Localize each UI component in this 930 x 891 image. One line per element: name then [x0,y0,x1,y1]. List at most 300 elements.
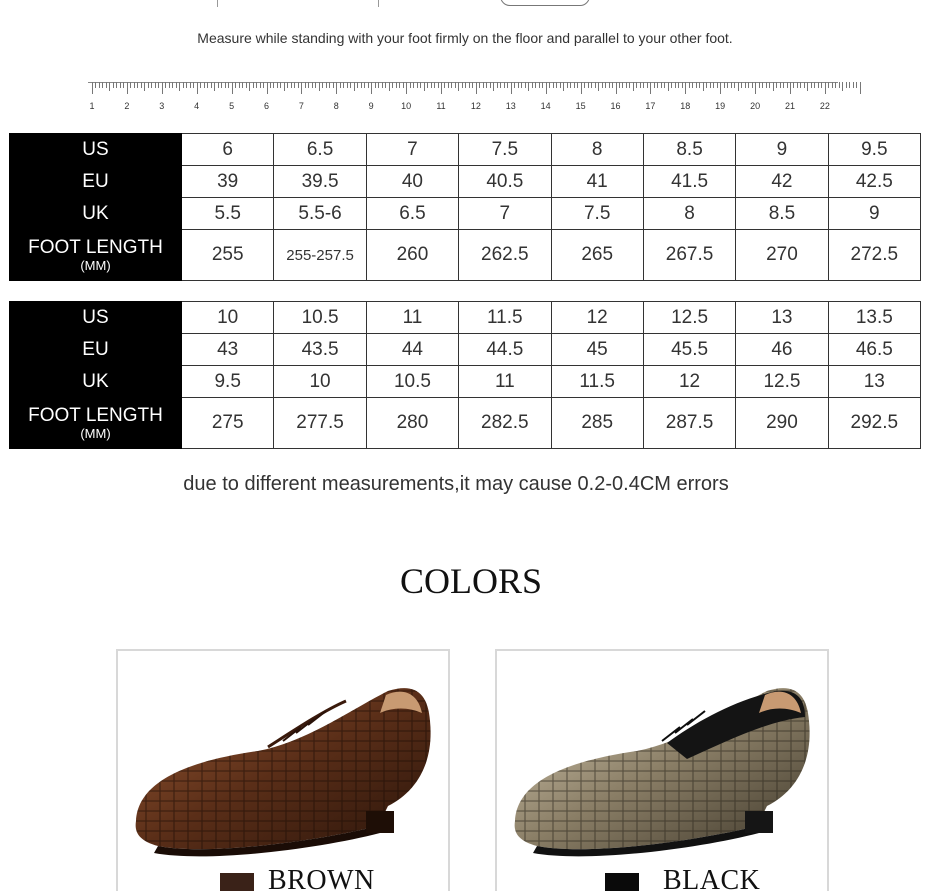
ruler-tick [612,82,613,88]
ruler-tick [570,82,571,88]
ruler-tick [102,82,103,88]
size-cell: 11 [366,302,458,334]
ruler-tick [270,82,271,88]
ruler [88,82,838,114]
size-cell: 7.5 [459,134,551,166]
ruler-tick [832,82,833,88]
row-header-label: US [82,138,109,160]
ruler-tick [305,82,306,88]
ruler-tick [846,82,847,88]
ruler-tick [490,82,491,88]
row-header [10,398,182,449]
ruler-tick [392,82,393,88]
ruler-tick [539,82,540,88]
row-header [10,230,182,281]
ruler-number: 18 [680,101,691,111]
ruler-tick [528,82,529,91]
ruler-tick [169,82,170,88]
ruler-tick [417,82,418,88]
ruler-tick [500,82,501,88]
ruler-tick [685,82,686,94]
size-cell: 272.5 [828,230,920,281]
ruler-number: 12 [470,101,481,111]
size-cell: 275 [182,398,274,449]
ruler-tick [364,82,365,88]
ruler-tick [246,82,247,88]
row-header [10,334,182,366]
size-row-uk [10,198,921,230]
size-cell: 10.5 [274,302,366,334]
ruler-tick [448,82,449,88]
row-header-label: EU [82,338,109,360]
ruler-tick [294,82,295,88]
ruler-tick [186,82,187,88]
ruler-tick [225,82,226,88]
size-cell: 285 [551,398,643,449]
size-cell: 44.5 [459,334,551,366]
black-shoe-image [497,651,829,891]
ruler-number: 20 [750,101,761,111]
row-header [10,198,182,230]
ruler-tick [368,82,369,88]
ruler-tick [249,82,250,91]
size-cell: 43.5 [274,334,366,366]
ruler-tick [636,82,637,88]
ruler-tick [287,82,288,88]
ruler-tick [375,82,376,88]
size-cell: 40 [366,166,458,198]
ruler-tick [141,82,142,88]
ruler-tick [675,82,676,88]
size-cell: 287.5 [643,398,735,449]
size-cell: 42.5 [828,166,920,198]
size-cell: 6.5 [366,198,458,230]
size-cell: 280 [366,398,458,449]
size-cell: 13 [828,366,920,398]
ruler-number: 19 [715,101,726,111]
ruler-tick [797,82,798,88]
ruler-tick [780,82,781,88]
ruler-tick [200,82,201,88]
size-cell: 8.5 [643,134,735,166]
ruler-tick [172,82,173,88]
size-cell: 9 [736,134,828,166]
ruler-tick [811,82,812,88]
ruler-number: 11 [436,101,446,111]
size-cell: 255-257.5 [274,230,366,281]
color-card-black[interactable] [495,649,829,891]
ruler-tick [273,82,274,88]
error-note: due to different measurements,it may cause 0.2-0.4CM errors [183,473,729,495]
ruler-tick [738,82,739,91]
ruler-number: 1 [89,101,95,111]
ruler-tick [340,82,341,88]
size-cell: 12 [551,302,643,334]
ruler-tick [678,82,679,88]
size-cell: 10.5 [366,366,458,398]
size-cell: 41.5 [643,166,735,198]
ruler-tick [556,82,557,88]
ruler-tick [769,82,770,88]
size-cell: 260 [366,230,458,281]
ruler-tick [483,82,484,88]
ruler-tick [633,82,634,91]
ruler-tick [710,82,711,88]
ruler-tick [853,82,854,88]
ruler-tick [256,82,257,88]
row-header-label: UK [82,202,109,224]
size-cell: 7.5 [551,198,643,230]
ruler-tick [123,82,124,88]
size-cell: 6 [182,134,274,166]
ruler-number: 21 [784,101,796,111]
size-cell: 13.5 [828,302,920,334]
ruler-tick [221,82,222,88]
size-cell: 5.5 [182,198,274,230]
ruler-tick [162,82,163,94]
size-row-eu [10,166,921,198]
ruler-tick [525,82,526,88]
size-row-us [10,302,921,334]
ruler-tick [842,82,843,91]
size-cell: 265 [551,230,643,281]
ruler-tick [542,82,543,88]
ruler-tick [465,82,466,88]
ruler-tick [106,82,107,88]
ruler-tick [748,82,749,88]
ruler-tick [385,82,386,88]
ruler-tick [699,82,700,88]
ruler-tick [127,82,128,94]
ruler-tick [745,82,746,88]
ruler-tick [696,82,697,88]
ruler-tick [605,82,606,88]
size-cell: 6.5 [274,134,366,166]
ruler-tick [602,82,603,88]
ruler-tick [431,82,432,88]
ruler-tick [434,82,435,88]
ruler-tick [438,82,439,88]
ruler-tick [396,82,397,88]
ruler-tick [179,82,180,91]
brown-shoe-image [118,651,450,891]
size-cell: 262.5 [459,230,551,281]
black-label: BLACK [663,865,761,891]
size-cell: 8 [551,134,643,166]
ruler-tick [640,82,641,88]
ruler-tick [462,82,463,88]
brown-swatch [220,873,254,891]
ruler-tick [549,82,550,88]
ruler-tick [671,82,672,88]
ruler-tick [413,82,414,88]
ruler-tick [235,82,236,88]
ruler-tick [560,82,561,88]
colors-title: COLORS [399,561,543,601]
ruler-tick [727,82,728,88]
ruler-tick [371,82,372,94]
ruler-tick [113,82,114,88]
ruler-tick [518,82,519,88]
ruler-tick [469,82,470,88]
ruler-tick [755,82,756,94]
size-cell: 270 [736,230,828,281]
ruler-tick [116,82,117,88]
size-row-us [10,134,921,166]
ruler-tick [664,82,665,88]
size-cell: 9.5 [182,366,274,398]
ruler-tick [92,82,93,94]
ruler-tick [821,82,822,88]
size-cell: 44 [366,334,458,366]
size-cell: 8.5 [736,198,828,230]
size-cell: 12.5 [643,302,735,334]
ruler-number: 5 [229,101,235,111]
ruler-tick [486,82,487,88]
ruler-number: 7 [298,101,304,111]
ruler-tick [752,82,753,88]
size-cell: 255 [182,230,274,281]
ruler-tick [120,82,121,88]
ruler-tick [308,82,309,88]
ruler-tick [787,82,788,88]
ruler-tick [497,82,498,88]
ruler-tick [406,82,407,94]
size-cell: 7 [366,134,458,166]
ruler-tick [242,82,243,88]
ruler-tick [783,82,784,88]
ruler-tick [818,82,819,88]
ruler-tick [577,82,578,88]
ruler-tick [563,82,564,91]
ruler-tick [476,82,477,94]
ruler-tick [654,82,655,88]
ruler-number: 8 [333,101,339,111]
ruler-tick [99,82,100,88]
size-cell: 12 [643,366,735,398]
ruler-tick [807,82,808,91]
ruler-tick [427,82,428,88]
size-cell: 39.5 [274,166,366,198]
ruler-tick [856,82,857,88]
ruler-tick [232,82,233,94]
ruler-tick [650,82,651,94]
ruler-tick [378,82,379,88]
size-cell: 277.5 [274,398,366,449]
ruler-tick [158,82,159,88]
ruler-tick [682,82,683,88]
ruler-tick [361,82,362,88]
ruler-tick [839,82,840,88]
foot-outline [500,0,590,6]
ruler-tick [598,82,599,91]
ruler-tick [130,82,131,88]
ruler-tick [444,82,445,88]
ruler-tick [420,82,421,88]
ruler-tick [731,82,732,88]
row-header-unit: (MM) [80,258,111,273]
diagram-tick [217,0,218,7]
ruler-tick [350,82,351,88]
ruler-tick [668,82,669,91]
ruler-tick [137,82,138,88]
ruler-tick [301,82,302,94]
row-header [10,366,182,398]
ruler-tick [239,82,240,88]
ruler-tick [766,82,767,88]
size-cell: 41 [551,166,643,198]
ruler-tick [741,82,742,88]
ruler-tick [553,82,554,88]
ruler-tick [713,82,714,88]
size-row-uk [10,366,921,398]
ruler-tick [183,82,184,88]
ruler-tick [734,82,735,88]
ruler-tick [860,82,861,94]
ruler-tick [354,82,355,91]
size-row-foot-length [10,230,921,281]
ruler-tick [626,82,627,88]
ruler-tick [595,82,596,88]
ruler-tick [724,82,725,88]
ruler-tick [151,82,152,88]
ruler-tick [347,82,348,88]
ruler-tick [207,82,208,88]
ruler-tick [581,82,582,94]
ruler-tick [546,82,547,94]
ruler-number: 2 [124,101,130,111]
ruler-tick [800,82,801,88]
ruler-tick [622,82,623,88]
ruler-tick [253,82,254,88]
row-header [10,166,182,198]
ruler-number: 3 [159,101,165,111]
ruler-tick [134,82,135,88]
ruler-tick [263,82,264,88]
top-diagram-crop [0,0,930,10]
ruler-tick [399,82,400,88]
size-cell: 8 [643,198,735,230]
ruler-tick [479,82,480,88]
row-header-label: UK [82,370,109,392]
ruler-tick [493,82,494,91]
diagram-tick [378,0,379,7]
brown-label: BROWN [268,865,375,891]
ruler-tick [657,82,658,88]
ruler-tick [619,82,620,88]
ruler-tick [773,82,774,91]
ruler-number: 4 [194,101,200,111]
ruler-tick [825,82,826,94]
ruler-tick [720,82,721,94]
ruler-tick [211,82,212,88]
row-header-label: FOOT LENGTH [28,405,163,426]
ruler-tick [706,82,707,88]
ruler-tick [95,82,96,88]
ruler-number: 9 [368,101,374,111]
row-header [10,134,182,166]
size-cell: 290 [736,398,828,449]
ruler-tick [389,82,390,91]
size-cell: 13 [736,302,828,334]
ruler-tick [109,82,110,91]
ruler-tick [759,82,760,88]
ruler-tick [176,82,177,88]
ruler-tick [835,82,836,88]
ruler-tick [793,82,794,88]
size-cell: 45 [551,334,643,366]
size-cell: 10 [274,366,366,398]
size-cell: 42 [736,166,828,198]
ruler-tick [267,82,268,94]
ruler-tick [458,82,459,91]
row-header-label: FOOT LENGTH [28,237,163,258]
ruler-tick [828,82,829,88]
ruler-tick [849,82,850,88]
ruler-tick [455,82,456,88]
ruler-tick [319,82,320,91]
ruler-tick [441,82,442,94]
size-row-foot-length [10,398,921,449]
ruler-tick [197,82,198,94]
ruler-tick [165,82,166,88]
ruler-tick [218,82,219,88]
size-cell: 39 [182,166,274,198]
ruler-tick [382,82,383,88]
ruler-tick [643,82,644,88]
ruler-tick [403,82,404,88]
ruler-tick [507,82,508,88]
size-cell: 10 [182,302,274,334]
ruler-tick [535,82,536,88]
size-table-2 [9,301,921,449]
black-swatch [605,873,639,891]
ruler-tick [532,82,533,88]
ruler-number: 17 [645,101,656,111]
ruler-tick [277,82,278,88]
ruler-tick [228,82,229,88]
size-cell: 5.5-6 [274,198,366,230]
ruler-tick [280,82,281,88]
size-cell: 40.5 [459,166,551,198]
ruler-tick [284,82,285,91]
size-row-eu [10,334,921,366]
ruler-tick [584,82,585,88]
ruler-tick [588,82,589,88]
ruler-tick [148,82,149,88]
ruler-tick [804,82,805,88]
size-cell: 292.5 [828,398,920,449]
ruler-tick [329,82,330,88]
ruler-tick [814,82,815,88]
size-cell: 11.5 [551,366,643,398]
size-cell: 45.5 [643,334,735,366]
size-cell: 46.5 [828,334,920,366]
ruler-tick [357,82,358,88]
ruler-tick [144,82,145,91]
ruler-tick [504,82,505,88]
ruler-number: 6 [263,101,270,111]
row-header-unit: (MM) [80,426,111,441]
ruler-tick [472,82,473,88]
ruler-tick [204,82,205,88]
color-card-brown[interactable] [116,649,450,891]
ruler-number: 10 [401,101,412,111]
size-cell: 11.5 [459,302,551,334]
ruler-tick [214,82,215,91]
size-cell: 46 [736,334,828,366]
size-cell: 12.5 [736,366,828,398]
